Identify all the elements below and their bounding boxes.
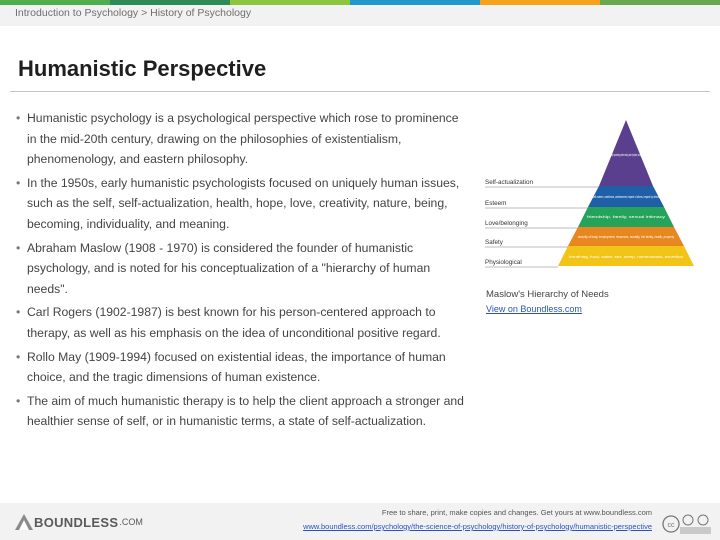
bullet-marker: •	[16, 393, 21, 408]
title-divider	[10, 91, 710, 92]
bullet-marker: •	[16, 111, 21, 125]
footer-source-link[interactable]: www.boundless.com/psychology/the-science-of-psychology/history-of-psychology/humanistic-perspective	[303, 522, 652, 531]
pyramid-label-love-belonging: Love/belonging	[485, 220, 528, 227]
cc-by-sa-icon[interactable]	[662, 513, 712, 535]
bullet-marker: •	[16, 349, 21, 364]
figure-caption: Maslow's Hierarchy of Needs	[486, 289, 609, 300]
bullet-marker: •	[16, 175, 21, 190]
accent-strip	[350, 0, 480, 5]
bullet-item	[16, 238, 464, 300]
bullet-item	[16, 302, 464, 343]
pyramid-text-physiological: breathing, food, water, sex, sleep, homeostasis, excretion	[569, 255, 684, 259]
bullet-text: Humanistic psychology is a psychological perspective which rose to prominence in the mid-20th century, drawing on the philosophies of existentialism, phenomenology, and eastern philosophy.	[27, 111, 459, 167]
bullet-item	[16, 347, 464, 388]
accent-strip	[230, 0, 350, 5]
svg-text:cc: cc	[667, 522, 675, 529]
pyramid-label-physiological: Physiological	[485, 259, 522, 266]
breadcrumb[interactable]: Introduction to Psychology > History of Psychology	[15, 7, 252, 19]
bullet-marker: •	[16, 240, 21, 255]
logo-suffix: .COM	[119, 517, 143, 527]
bullet-item	[16, 173, 464, 235]
top-bar	[0, 0, 720, 26]
bullet-item	[16, 391, 464, 432]
pyramid-text-safety: security of body, employment, resources, morality, the family, health, property	[578, 235, 675, 239]
pyramid-text-self-actualization: morality, creativity, spontaneity, problem solving, lack of prejudice, acceptance of facts	[604, 153, 649, 157]
accent-strip	[0, 0, 110, 5]
pyramid-text-love-belonging: friendship, family, sexual intimacy	[587, 215, 666, 219]
view-on-boundless-link[interactable]: View on Boundless.com	[486, 304, 582, 314]
accent-strip	[600, 0, 720, 5]
accent-strip	[110, 0, 230, 5]
bullet-list	[16, 108, 464, 435]
bullet-text: The aim of much humanistic therapy is to help the client approach a stronger and healthier sense of self, or in humanistic terms, a state of self-actualization.	[27, 393, 464, 429]
pyramid-text-esteem: self-esteem, confidence, achievement, respect of others, respect by others	[593, 195, 660, 199]
bullet-text: Abraham Maslow (1908 - 1970) is considered the founder of humanistic psychology, and is noted for his conceptualization of a "hierarchy of human needs".	[27, 240, 431, 296]
pyramid-label-self-actualization: Self-actualization	[485, 179, 533, 186]
maslow-pyramid-figure	[480, 116, 702, 270]
accent-strip	[480, 0, 600, 5]
pyramid-label-esteem: Esteem	[485, 200, 507, 207]
bullet-text: In the 1950s, early humanistic psychologists focused on uniquely human issues, such as the self, self-actualization, health, hope, love, creativity, nature, being, becoming, individuality, and meaning.	[27, 175, 460, 231]
boundless-logo[interactable]	[14, 513, 143, 531]
bullet-text: Rollo May (1909-1994) focused on existential ideas, the importance of human choice, and the tragic dimensions of human existence.	[27, 349, 446, 385]
bullet-marker: •	[16, 305, 21, 320]
footer-license-note: Free to share, print, make copies and changes. Get yours at www.boundless.com	[381, 508, 652, 517]
bullet-item	[16, 108, 464, 170]
page-title: Humanistic Perspective	[18, 56, 267, 81]
logo-text: BOUNDLESS	[34, 514, 119, 530]
pyramid-label-safety: Safety	[485, 239, 503, 246]
bullet-text: Carl Rogers (1902-1987) is best known for his person-centered approach to therapy, as well as his emphasis on the idea of unconditional positive regard.	[27, 305, 441, 340]
boundless-logo-icon	[14, 513, 34, 531]
